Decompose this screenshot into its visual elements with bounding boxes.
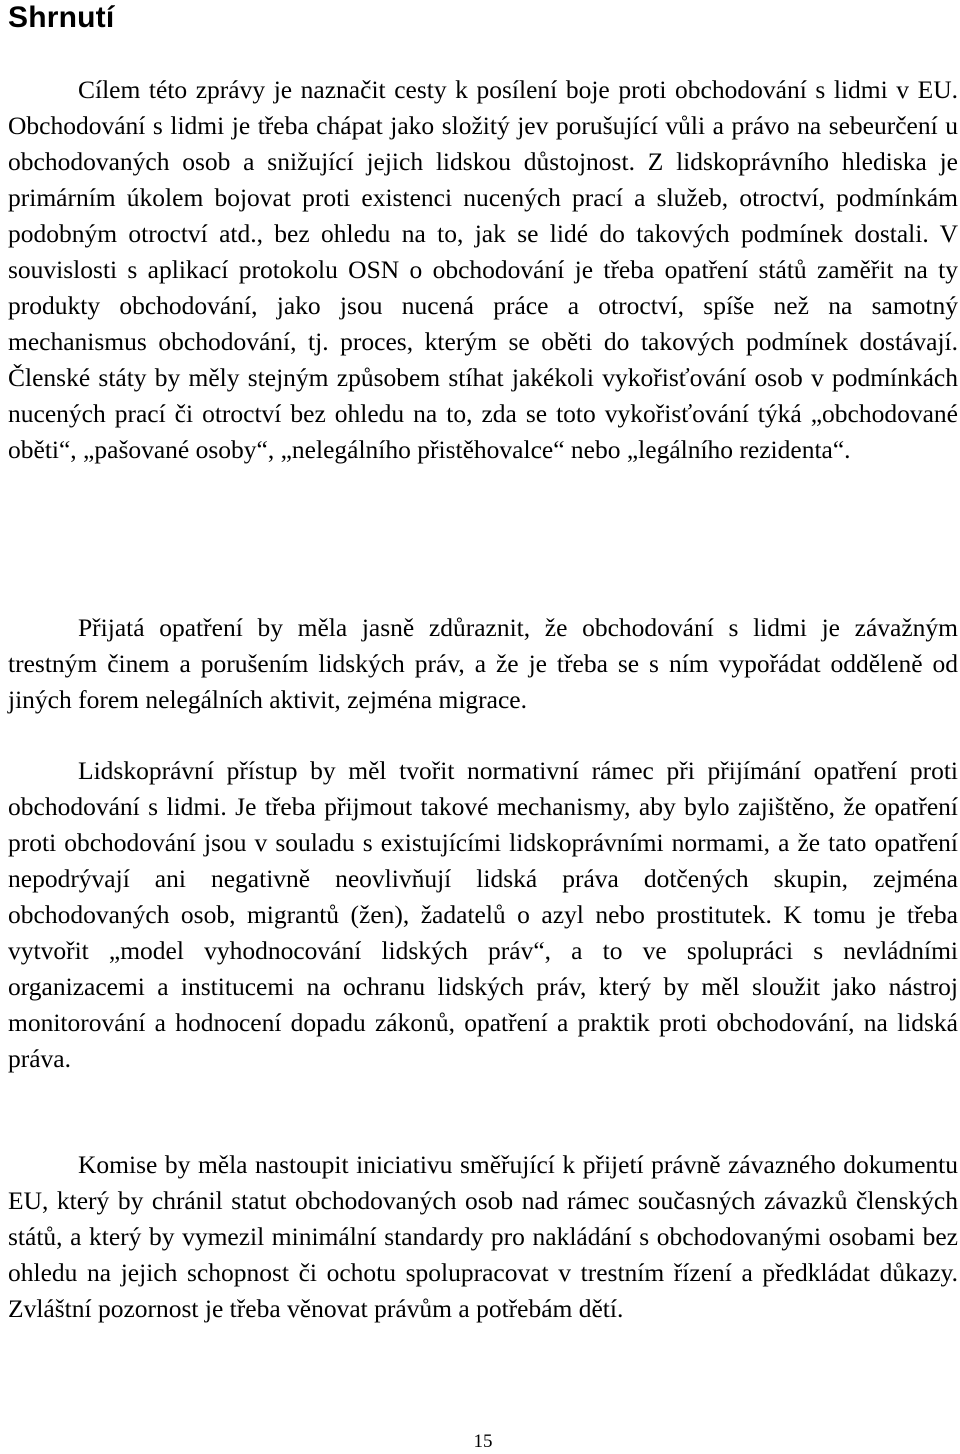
summary-paragraph-4: Komise by měla nastoupit iniciativu směřující k přijetí právně závazného dokumentu EU, který by chránil statut obchodovaných osob nad rámec současných závazků členských států, a který by vymezil minimální standardy pro nakládání s obchodovanými osobami bez ohledu na jejich schopnost či ochotu spolupracovat v trestním řízení a předkládat důkazy. Zvláštní pozornost je třeba věnovat právům a potřebám dětí. (8, 1150, 958, 1323)
summary-paragraph-1: Cílem této zprávy je naznačit cesty k posílení boje proti obchodování s lidmi v EU. Obchodování s lidmi je třeba chápat jako složitý jev porušující vůli a právo na sebeurčení u obchodovaných osob a snižující jejich lidskou důstojnost. Z lidskoprávního hlediska je primárním úkolem bojovat proti existenci nucených prací a služeb, otroctví, podmínkám podobným otroctví atd., bez ohledu na to, jak se lidé do takových podmínek dostali. V souvislosti s aplikací protokolu OSN o obchodování je třeba opatření států zaměřit na ty produkty obchodování, jako jsou nucená práce a otroctví, spíše než na samotný mechanismus obchodování, tj. proces, kterým se oběti do takových podmínek dostávají. Členské státy by měly stejným způsobem stíhat jakékoli vykořisťování osob v podmínkách nucených prací či otroctví bez ohledu na to, zda se toto vykořisťování týká „obchodované oběti“, „pašované osoby“, „nelegálního přistěhovalce“ nebo „legálního rezidenta“. (8, 75, 958, 464)
page-number: 15 (473, 1431, 493, 1452)
summary-paragraph-3: Lidskoprávní přístup by měl tvořit normativní rámec při přijímání opatření proti obchodování s lidmi. Je třeba přijmout takové mechanismy, aby bylo zajištěno, že opatření proti obchodování jsou v souladu s existujícími lidskoprávními normami, a že tato opatření nepodrývají ani negativně neovlivňují lidská práva dotčených skupin, zejména obchodovaných osob, migrantů (žen), žadatelů o azyl nebo prostitutek. K tomu je třeba vytvořit „model vyhodnocování lidských práv“, a to ve spolupráci s nevládními organizacemi a institucemi na ochranu lidských práv, který by měl sloužit jako nástroj monitorování a hodnocení dopadu zákonů, opatření a praktik proti obchodování, na lidská práva. (8, 756, 958, 1073)
document-page (8, 0, 958, 1454)
summary-paragraph-2: Přijatá opatření by měla jasně zdůraznit, že obchodování s lidmi je závažným trestným činem a porušením lidských práv, a že je třeba se s ním vypořádat odděleně od jiných forem nelegálních aktivit, zejména migrace. (8, 613, 958, 714)
section-heading: Shrnutí (8, 1, 115, 34)
